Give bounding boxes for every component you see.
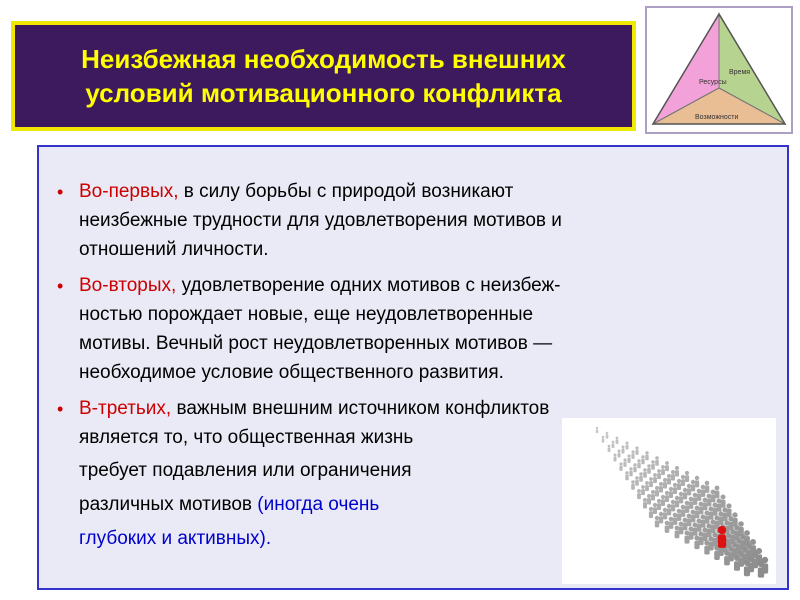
person-figure [669, 487, 673, 498]
person-figure [653, 503, 657, 514]
person-figure [657, 499, 661, 510]
person-figure [617, 449, 620, 457]
point-lead: Во-первых, [79, 181, 179, 202]
person-figure [685, 531, 690, 544]
person-figure [661, 465, 665, 475]
person-figure [625, 471, 628, 480]
point-text: различных мотивов [79, 494, 258, 515]
person-figure [651, 460, 655, 470]
person-figure [758, 561, 764, 578]
point-text: является то, что общественная жизнь [79, 427, 414, 448]
person-figure [659, 482, 663, 493]
point-text: в силу борьбы с природой возникают [178, 181, 514, 202]
point-text: мотивы. Вечный рост неудовлетворенных мотивов — [79, 333, 553, 354]
person-figure [661, 495, 665, 506]
person-figure [677, 479, 681, 490]
person-figure [645, 451, 648, 460]
person-figure [659, 512, 663, 524]
person-figure [655, 486, 659, 497]
person-figure [701, 485, 706, 497]
person-figure [673, 513, 678, 525]
person-figure [627, 454, 630, 462]
person-figure [619, 462, 622, 470]
person-figure [724, 550, 730, 565]
person-figure [596, 427, 598, 433]
person-figure [685, 471, 689, 482]
person-figure [679, 492, 683, 504]
person-figure [704, 540, 709, 554]
point-text: неизбежные трудности для удовлетворения мотивов и [79, 210, 562, 231]
title-banner [11, 21, 636, 131]
point-lead: Во-вторых, [79, 275, 177, 296]
person-figure [653, 473, 657, 483]
person-figure [631, 480, 635, 490]
person-figure [606, 432, 609, 439]
person-figure [643, 498, 647, 509]
list-item [57, 178, 777, 268]
person-figure [734, 555, 740, 571]
person-figure [651, 490, 655, 501]
emblem-label-resources: Ресурсы [699, 79, 727, 86]
person-figure [694, 535, 699, 549]
person-figure [695, 476, 699, 488]
person-figure [647, 494, 651, 505]
person-figure [663, 508, 667, 520]
slide-title: Неизбежная необходимость внешних условий мотивационного конфликта [81, 44, 566, 108]
person-figure [641, 485, 645, 495]
point-text: необходимое условие общественного развития. [79, 362, 504, 383]
list-item [57, 272, 777, 392]
person-figure [657, 469, 661, 479]
person-figure [623, 458, 626, 466]
person-figure [602, 436, 605, 443]
person-figure [673, 483, 677, 494]
person-figure [655, 456, 659, 466]
person-figure [637, 459, 640, 468]
point-line [79, 395, 549, 423]
person-figure [621, 445, 624, 453]
person-figure [647, 464, 651, 474]
person-figure [667, 504, 671, 516]
person-figure [705, 481, 710, 493]
person-figure [665, 521, 670, 533]
person-figure [669, 517, 674, 529]
person-figure [645, 481, 649, 491]
person-figure [643, 468, 647, 478]
bullet-icon: • [57, 276, 64, 296]
person-figure [635, 476, 639, 486]
point-line [79, 272, 561, 300]
person-figure [683, 488, 687, 500]
person-figure [612, 441, 615, 448]
person-figure [681, 475, 685, 486]
person-figure [687, 484, 691, 496]
emblem-label-time: Время [729, 69, 751, 76]
person-figure [635, 446, 638, 454]
person-figure [685, 501, 690, 513]
crowd-illustration [562, 418, 776, 584]
person-figure [655, 516, 659, 528]
person-figure [639, 472, 643, 482]
point-line [79, 178, 513, 206]
triangle-icon [647, 8, 791, 132]
person-figure [633, 463, 636, 472]
point-emphasis: глубоких и активных). [79, 528, 272, 549]
emblem-label-opportunities: Возможности [695, 114, 739, 121]
point-text: отношений личности. [79, 239, 269, 260]
person-figure [689, 497, 694, 509]
person-figure [675, 526, 680, 539]
person-figure [675, 496, 679, 508]
resources-triangle-emblem [645, 6, 793, 134]
person-figure [665, 461, 669, 471]
person-figure [663, 478, 667, 489]
person-figure [637, 489, 641, 499]
person-figure [675, 466, 679, 477]
person-figure [649, 477, 653, 487]
point-emphasis: (иногда очень [257, 494, 380, 515]
bullet-icon: • [57, 399, 64, 419]
person-figure [665, 491, 669, 502]
point-text: удовлетворение одних мотивов с неизбеж- [176, 275, 561, 296]
person-figure [641, 455, 644, 464]
person-figure [671, 500, 675, 512]
person-figure [693, 493, 698, 505]
point-text: ностью порождает новые, еще неудовлетворенные [79, 304, 534, 325]
person-figure [677, 509, 682, 521]
person-figure [631, 450, 634, 458]
point-lead: В-третьих, [79, 398, 172, 419]
point-line [79, 491, 379, 519]
person-figure [625, 441, 628, 449]
bullet-icon: • [57, 182, 64, 202]
point-text: важным внешним источником конфликтов [171, 398, 550, 419]
person-figure [613, 453, 616, 461]
person-figure [718, 526, 726, 548]
person-figure [649, 507, 653, 518]
crowd-with-red-leader-icon [562, 418, 776, 584]
person-figure [667, 474, 671, 485]
person-figure [697, 489, 702, 501]
person-figure [744, 560, 750, 576]
person-figure [681, 505, 686, 517]
point-text: требует подавления или ограничения [79, 460, 412, 481]
person-figure [629, 467, 632, 476]
person-figure [671, 470, 675, 481]
person-figure [691, 480, 695, 492]
person-figure [608, 445, 611, 452]
person-figure [616, 437, 619, 444]
